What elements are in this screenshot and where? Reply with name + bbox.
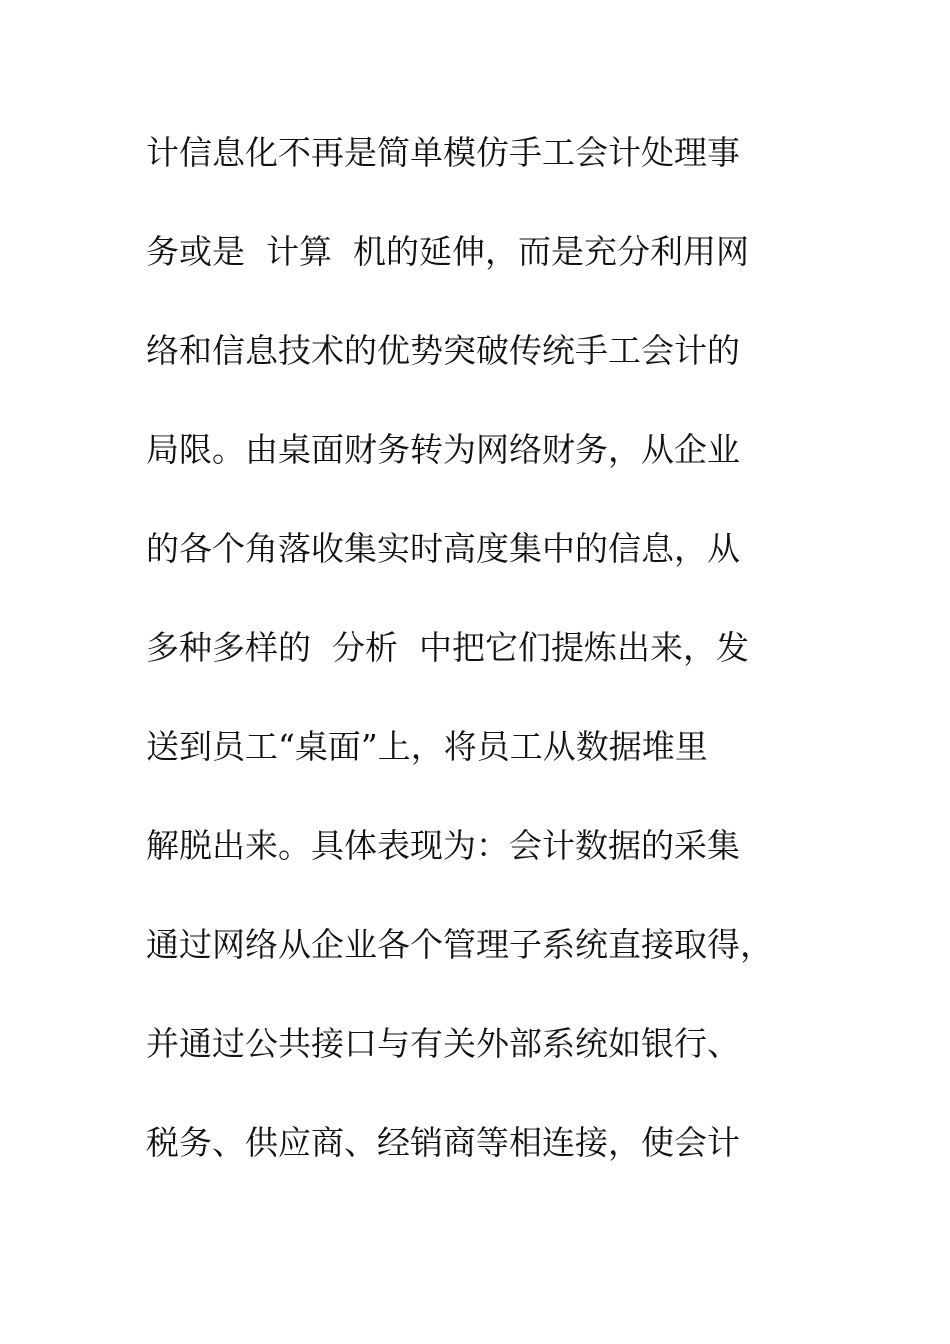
body-text — [146, 124, 846, 1213]
text-line: 税务、供应商、经销商等相连接，使会计 — [146, 1123, 740, 1162]
text-line: 送到员工“桌面”上，将员工从数据堆里 — [146, 727, 708, 766]
text-line: 通过网络从企业各个管理子系统直接取得， — [146, 925, 773, 964]
text-line: 解脱出来。具体表现为：会计数据的采集 — [146, 826, 740, 865]
text-line: 多种多样的 分析 中把它们提炼出来，发 — [146, 628, 749, 667]
text-line: 务或是 计算 机的延伸，而是充分利用网 — [146, 232, 749, 271]
text-line: 并通过公共接口与有关外部系统如银行、 — [146, 1024, 740, 1063]
text-line: 计信息化不再是简单模仿手工会计处理事 — [146, 133, 740, 172]
text-line: 络和信息技术的优势突破传统手工会计的 — [146, 331, 740, 370]
text-line: 局限。由桌面财务转为网络财务，从企业 — [146, 430, 740, 469]
text-line: 的各个角落收集实时高度集中的信息，从 — [146, 529, 740, 568]
